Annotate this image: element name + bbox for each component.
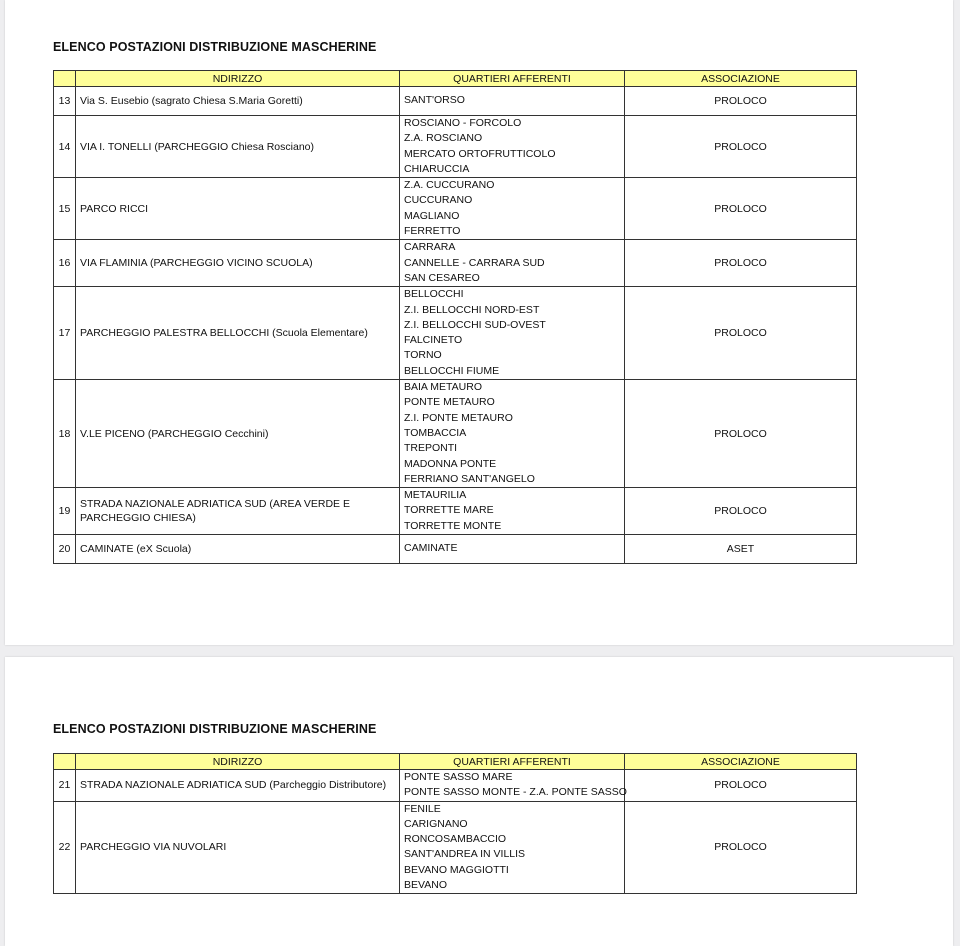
district-item: MERCATO ORTOFRUTTICOLO xyxy=(404,147,556,160)
table-row xyxy=(54,87,857,116)
row-association: PROLOCO xyxy=(625,240,857,287)
district-item: CAMINATE xyxy=(404,542,458,555)
header-number xyxy=(54,754,76,770)
row-districts xyxy=(400,116,625,178)
table-header-row xyxy=(54,754,857,770)
header-districts: QUARTIERI AFFERENTI xyxy=(400,71,625,87)
district-item: Z.I. BELLOCCHI NORD-EST xyxy=(404,303,540,316)
district-item: Z.A. CUCCURANO xyxy=(404,179,495,192)
district-item: Z.I. PONTE METAURO xyxy=(404,411,513,424)
row-districts xyxy=(400,488,625,535)
district-item: Z.A. ROSCIANO xyxy=(404,132,483,145)
district-item: PONTE SASSO MONTE - Z.A. PONTE SASSO xyxy=(404,786,627,799)
table-row xyxy=(54,535,857,564)
district-item: FENILE xyxy=(404,802,441,815)
row-association: ASET xyxy=(625,535,857,564)
district-item: BELLOCCHI FIUME xyxy=(404,364,500,377)
district-item: PONTE SASSO MARE xyxy=(404,771,513,783)
header-address: NDIRIZZO xyxy=(76,71,400,87)
district-item: MADONNA PONTE xyxy=(404,457,497,470)
table-row xyxy=(54,116,857,178)
row-districts xyxy=(400,287,625,380)
district-item: TORNO xyxy=(404,349,442,362)
row-districts xyxy=(400,87,625,116)
district-item: BEVANO xyxy=(404,879,447,892)
table-row xyxy=(54,801,857,894)
table-row xyxy=(54,240,857,287)
row-number: 14 xyxy=(54,116,76,178)
district-item: TORRETTE MARE xyxy=(404,504,494,517)
row-districts xyxy=(400,770,625,802)
district-item: CHIARUCCIA xyxy=(404,162,470,175)
row-address: STRADA NAZIONALE ADRIATICA SUD (Parcheggio Distributore) xyxy=(76,770,400,802)
row-association: PROLOCO xyxy=(625,488,857,535)
distribution-table xyxy=(53,753,857,894)
header-districts: QUARTIERI AFFERENTI xyxy=(400,754,625,770)
district-item: ROSCIANO - FORCOLO xyxy=(404,117,522,129)
row-districts xyxy=(400,240,625,287)
district-item: CARRARA xyxy=(404,241,456,254)
district-item: CARIGNANO xyxy=(404,817,468,830)
page-title: ELENCO POSTAZIONI DISTRIBUZIONE MASCHERINE xyxy=(53,40,377,54)
row-association: PROLOCO xyxy=(625,116,857,178)
row-association: PROLOCO xyxy=(625,87,857,116)
row-number: 15 xyxy=(54,178,76,240)
district-item: PONTE METAURO xyxy=(404,396,495,409)
district-item: TOMBACCIA xyxy=(404,426,467,439)
row-number: 22 xyxy=(54,801,76,894)
district-item: FERRETTO xyxy=(404,225,461,238)
district-item: RONCOSAMBACCIO xyxy=(404,833,507,846)
row-address: PARCHEGGIO PALESTRA BELLOCCHI (Scuola Elementare) xyxy=(76,287,400,380)
header-address: NDIRIZZO xyxy=(76,754,400,770)
table-row xyxy=(54,770,857,802)
table-row xyxy=(54,380,857,488)
district-item: FERRIANO SANT'ANGELO xyxy=(404,472,535,485)
table-header-row xyxy=(54,71,857,87)
district-item: MAGLIANO xyxy=(404,209,460,222)
row-address: V.LE PICENO (PARCHEGGIO Cecchini) xyxy=(76,380,400,488)
district-item: Z.I. BELLOCCHI SUD-OVEST xyxy=(404,318,546,331)
header-association: ASSOCIAZIONE xyxy=(625,71,857,87)
row-association: PROLOCO xyxy=(625,770,857,802)
row-address: PARCO RICCI xyxy=(76,178,400,240)
row-number: 20 xyxy=(54,535,76,564)
district-item: METAURILIA xyxy=(404,489,467,502)
row-districts xyxy=(400,178,625,240)
header-number xyxy=(54,71,76,87)
district-item: SANT'ORSO xyxy=(404,94,465,107)
page-title: ELENCO POSTAZIONI DISTRIBUZIONE MASCHERINE xyxy=(53,722,377,736)
row-address: Via S. Eusebio (sagrato Chiesa S.Maria Goretti) xyxy=(76,87,400,116)
district-item: TORRETTE MONTE xyxy=(404,519,502,532)
row-address: STRADA NAZIONALE ADRIATICA SUD (AREA VERDE E PARCHEGGIO CHIESA) xyxy=(76,488,400,535)
table-row xyxy=(54,287,857,380)
table-row xyxy=(54,178,857,240)
row-districts xyxy=(400,380,625,488)
district-item: BAIA METAURO xyxy=(404,381,482,394)
district-item: SAN CESAREO xyxy=(404,271,480,284)
table-row xyxy=(54,488,857,535)
district-item: SANT'ANDREA IN VILLIS xyxy=(404,848,526,861)
row-association: PROLOCO xyxy=(625,380,857,488)
row-address: CAMINATE (eX Scuola) xyxy=(76,535,400,564)
row-number: 17 xyxy=(54,287,76,380)
row-address: VIA FLAMINIA (PARCHEGGIO VICINO SCUOLA) xyxy=(76,240,400,287)
row-address: VIA I. TONELLI (PARCHEGGIO Chiesa Rosciano) xyxy=(76,116,400,178)
row-number: 16 xyxy=(54,240,76,287)
row-address: PARCHEGGIO VIA NUVOLARI xyxy=(76,801,400,894)
district-item: CANNELLE - CARRARA SUD xyxy=(404,256,545,269)
document-page-2 xyxy=(5,657,953,946)
row-association: PROLOCO xyxy=(625,178,857,240)
row-districts xyxy=(400,535,625,564)
distribution-table xyxy=(53,70,857,564)
row-number: 18 xyxy=(54,380,76,488)
district-item: BEVANO MAGGIOTTI xyxy=(404,863,509,876)
district-item: FALCINETO xyxy=(404,334,463,347)
district-item: CUCCURANO xyxy=(404,194,473,207)
document-page-1 xyxy=(5,0,953,645)
row-association: PROLOCO xyxy=(625,287,857,380)
row-association: PROLOCO xyxy=(625,801,857,894)
header-association: ASSOCIAZIONE xyxy=(625,754,857,770)
district-item: TREPONTI xyxy=(404,442,458,455)
row-number: 19 xyxy=(54,488,76,535)
district-item: BELLOCCHI xyxy=(404,288,464,301)
row-number: 13 xyxy=(54,87,76,116)
row-districts xyxy=(400,801,625,894)
row-number: 21 xyxy=(54,770,76,802)
